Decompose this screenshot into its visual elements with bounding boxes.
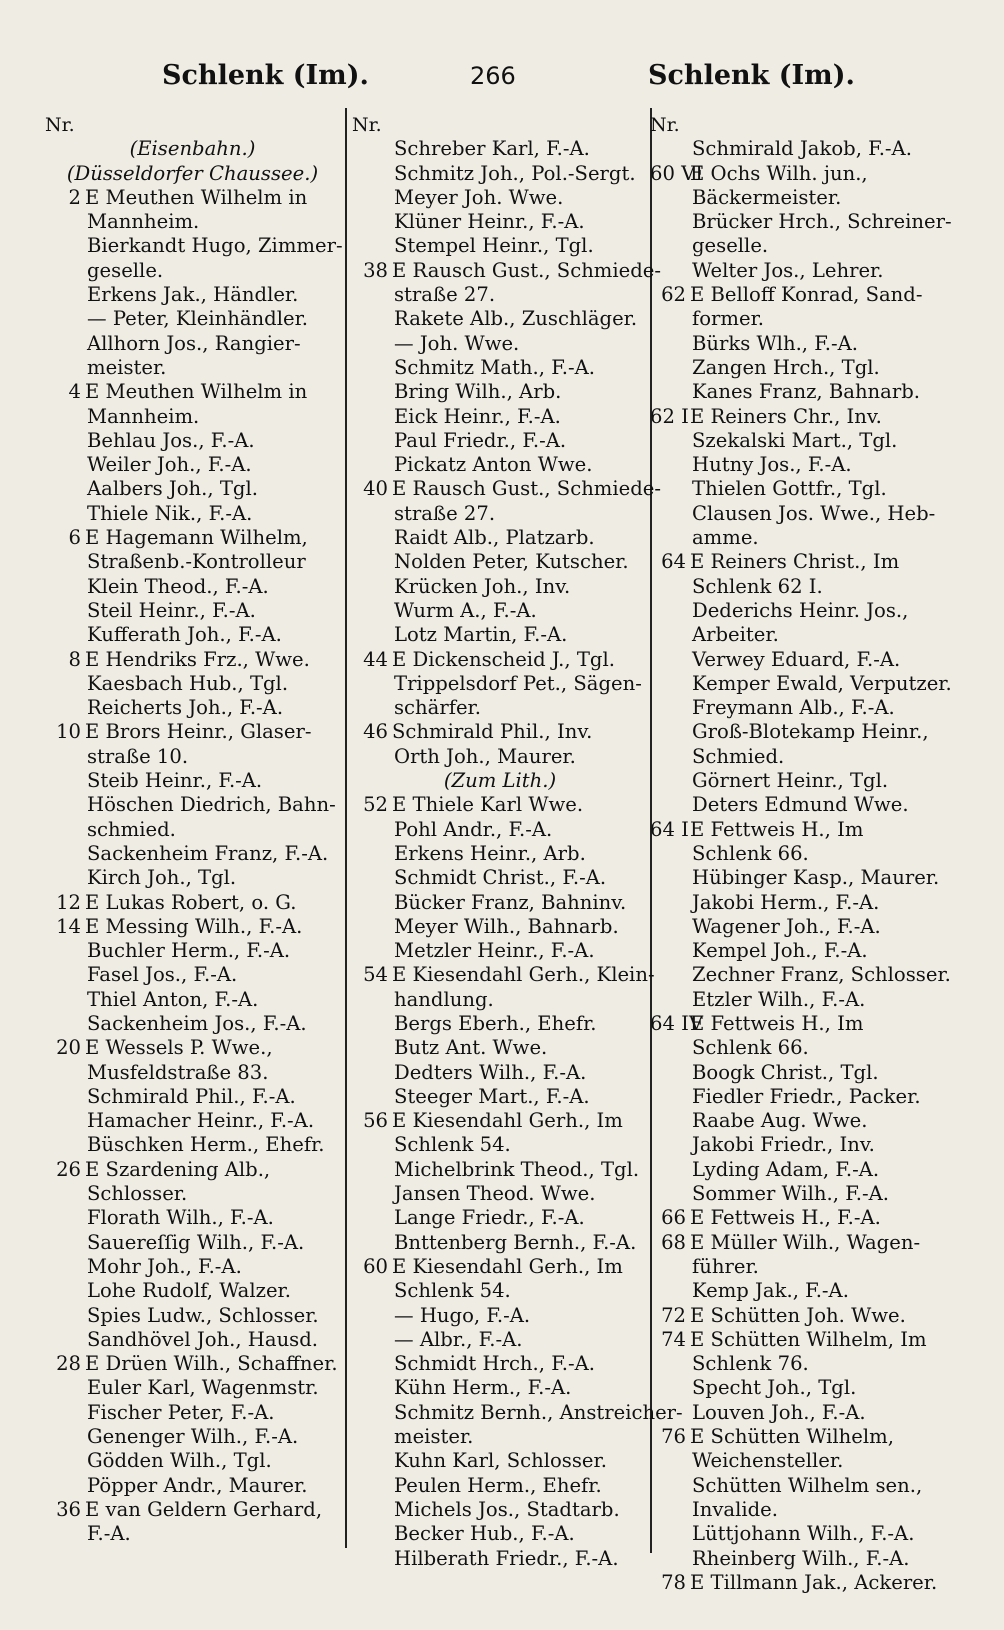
house-entry: [45, 526, 340, 550]
resident-entry: Peulen Herm., Ehefr.: [394, 1473, 602, 1497]
entry-continuation: Mannheim.: [87, 404, 200, 428]
resident-entry: Metzler Heinr., F.-A.: [394, 939, 595, 963]
resident-entry: Kuhn Karl, Schlosser.: [394, 1449, 607, 1473]
resident-entry: Hamacher Heinr., F.-A.: [87, 1109, 315, 1133]
page-number: 266: [470, 62, 516, 90]
house-number: 46: [363, 720, 388, 744]
entry-continuation: Schlenk 66.: [692, 1036, 809, 1060]
resident-entry: Meyer Joh. Wwe.: [394, 185, 564, 209]
resident-entry: Kanes Franz, Bahnarb.: [692, 380, 920, 404]
resident-entry: Buchler Herm., F.-A.: [87, 939, 291, 963]
resident-entry: Etzler Wilh., F.-A.: [692, 987, 866, 1011]
house-number: 60: [363, 1254, 388, 1278]
resident-entry: Jakobi Herm., F.-A.: [692, 890, 880, 914]
resident-entry: Höschen Diedrich, Bahn-: [87, 793, 336, 817]
resident-entry: Louven Joh., F.-A.: [692, 1400, 866, 1424]
house-entry: [650, 1425, 968, 1449]
resident-entry: Lange Friedr., F.-A.: [394, 1206, 585, 1230]
house-number: 20: [56, 1036, 81, 1060]
resident-entry: Zangen Hrch., Tgl.: [692, 355, 880, 379]
entry-text: E Belloff Konrad, Sand-: [690, 283, 923, 307]
resident-entry: Fasel Jos., F.-A.: [87, 963, 238, 987]
resident-entry: Michelbrink Theod., Tgl.: [394, 1157, 640, 1181]
resident-entry: Lohe Rudolf, Walzer.: [87, 1279, 291, 1303]
entry-text: E Kiesendahl Gerh., Im: [392, 1254, 623, 1278]
house-number: 36: [56, 1497, 81, 1521]
resident-entry: Sauereſſig Wilh., F.-A.: [87, 1230, 305, 1254]
resident-entry: Bergs Eberh., Ehefr.: [394, 1011, 597, 1035]
house-entry: [45, 720, 340, 744]
resident-entry: Krücken Joh., Inv.: [394, 574, 571, 598]
resident-entry: Schreber Karl, F.-A.: [394, 137, 590, 161]
resident-entry: Erkens Heinr., Arb.: [394, 841, 586, 865]
entry-continuation: handlung.: [394, 987, 494, 1011]
entry-text: E Rausch Gust., Schmiede-: [392, 258, 662, 282]
section-heading: (Düsseldorfer Chaussee.): [66, 161, 319, 185]
entry-continuation: Straßenb.-Kontrolleur: [87, 550, 306, 574]
resident-entry: Mohr Joh., F.-A.: [87, 1254, 242, 1278]
resident-entry: Sackenheim Jos., F.-A.: [87, 1011, 307, 1035]
resident-entry: Schmitz Joh., Pol.-Sergt.: [394, 161, 636, 185]
resident-entry: Freymann Alb., F.-A.: [692, 696, 895, 720]
resident-entry: Gödden Wilh., Tgl.: [87, 1449, 272, 1473]
resident-entry: Welter Jos., Lehrer.: [692, 258, 884, 282]
resident-entry: Kühn Herm., F.-A.: [394, 1376, 572, 1400]
house-entry: [45, 1352, 340, 1376]
entry-continuation: Schlenk 54.: [394, 1133, 511, 1157]
entry-continuation: straße 10.: [87, 744, 189, 768]
running-head-left: Schlenk (Im).: [162, 60, 369, 91]
entry-continuation: Schlenk 66.: [692, 841, 809, 865]
resident-entry: Orth Joh., Maurer.: [394, 744, 576, 768]
resident-entry: Schmirald Phil., F.-A.: [87, 1084, 296, 1108]
house-number: 64 IV: [650, 1011, 704, 1035]
resident-entry: — Peter, Kleinhändler.: [87, 307, 309, 331]
house-number: 64: [661, 550, 686, 574]
resident-entry: Wagener Joh., F.-A.: [692, 914, 881, 938]
house-entry: [352, 720, 648, 744]
entry-text: E Drüen Wilh., Schaffner.: [85, 1352, 338, 1376]
resident-entry: Rakete Alb., Zuschläger.: [394, 307, 638, 331]
resident-entry: Kaesbach Hub., Tgl.: [87, 671, 289, 695]
house-entry: [45, 1498, 340, 1522]
resident-entry: Becker Hub., F.-A.: [394, 1522, 575, 1546]
resident-entry: Zechner Franz, Schlosser.: [692, 963, 951, 987]
entry-continuation: Musfeldstraße 83.: [87, 1060, 269, 1084]
resident-entry: Görnert Heinr., Tgl.: [692, 769, 889, 793]
resident-entry: Weiler Joh., F.-A.: [87, 453, 252, 477]
house-entry: [650, 405, 968, 429]
entry-text: E Szardening Alb.,: [85, 1157, 271, 1181]
house-entry: [650, 1231, 968, 1255]
resident-entry: Schmitz Bernh., Anstreicher-: [394, 1400, 683, 1424]
resident-entry: Schmidt Hrch., F.-A.: [394, 1352, 596, 1376]
entry-continuation: Bäckermeister.: [692, 185, 842, 209]
running-head-right: Schlenk (Im).: [648, 60, 855, 91]
house-entry: [45, 891, 340, 915]
resident-entry: Steeger Mart., F.-A.: [394, 1084, 590, 1108]
house-number: 60 VI: [650, 161, 704, 185]
resident-entry: Pickatz Anton Wwe.: [394, 453, 593, 477]
resident-entry: Verwey Eduard, F.-A.: [692, 647, 901, 671]
house-number: 44: [363, 647, 388, 671]
resident-entry: Trippelsdorf Pet., Sägen-: [394, 671, 642, 695]
house-entry: [45, 915, 340, 939]
entry-text: E Thiele Karl Wwe.: [392, 793, 584, 817]
resident-entry: Stempel Heinr., Tgl.: [394, 234, 594, 258]
entry-continuation: Invalide.: [692, 1497, 779, 1521]
resident-entry: Meyer Wilh., Bahnarb.: [394, 914, 619, 938]
resident-entry: Steil Heinr., F.-A.: [87, 598, 256, 622]
resident-entry: Thiele Nik., F.-A.: [87, 501, 253, 525]
entry-text: E Fettweis H., Im: [690, 1011, 864, 1035]
resident-entry: Michels Jos., Stadtarb.: [394, 1497, 620, 1521]
resident-entry: Deters Edmund Wwe.: [692, 793, 909, 817]
resident-entry: Sommer Wilh., F.-A.: [692, 1182, 889, 1206]
entry-text: E Fettweis H., Im: [690, 817, 864, 841]
section-heading: (Zum Lith.): [443, 769, 557, 793]
entry-text: E Reiners Christ., Im: [690, 550, 900, 574]
resident-entry: Reicherts Joh., F.-A.: [87, 696, 284, 720]
house-number: 26: [56, 1157, 81, 1181]
house-entry: [45, 648, 340, 672]
entry-text: E Fettweis H., F.-A.: [690, 1206, 881, 1230]
entry-text: E Hendriks Frz., Wwe.: [85, 647, 310, 671]
house-entry: [352, 1255, 648, 1279]
resident-entry: Aalbers Joh., Tgl.: [87, 477, 258, 501]
entry-continuation: amme.: [692, 526, 759, 550]
entry-continuation: führer.: [692, 1254, 759, 1278]
house-number: 38: [363, 258, 388, 282]
entry-text: E Schütten Wilhelm,: [690, 1425, 894, 1449]
house-entry: [352, 1109, 648, 1133]
resident-entry: Raabe Aug. Wwe.: [692, 1109, 868, 1133]
resident-entry: Dedters Wilh., F.-A.: [394, 1060, 587, 1084]
resident-entry: Genenger Wilh., F.-A.: [87, 1425, 299, 1449]
house-entry: [650, 1206, 968, 1230]
entry-continuation: Arbeiter.: [692, 623, 779, 647]
entry-continuation: meister.: [394, 1425, 474, 1449]
entry-continuation: geselle.: [87, 258, 164, 282]
entry-text: Schmirald Phil., Inv.: [392, 720, 593, 744]
resident-entry: Lotz Martin, F.-A.: [394, 623, 568, 647]
entry-text: E Reiners Chr., Inv.: [690, 404, 882, 428]
entry-text: E van Geldern Gerhard,: [85, 1497, 323, 1521]
section-heading: (Eisenbahn.): [129, 137, 256, 161]
entry-continuation: geselle.: [692, 234, 769, 258]
resident-entry: Specht Joh., Tgl.: [692, 1376, 857, 1400]
entry-text: E Meuthen Wilhelm in: [85, 380, 308, 404]
house-entry: [650, 550, 968, 574]
entry-text: E Kiesendahl Gerh., Im: [392, 1109, 623, 1133]
entry-text: E Brors Heinr., Glaser-: [85, 720, 312, 744]
resident-entry: Klein Theod., F.-A.: [87, 574, 269, 598]
house-number: 64 I: [650, 817, 689, 841]
resident-entry: Erkens Jak., Händler.: [87, 283, 299, 307]
entry-continuation: Mannheim.: [87, 210, 200, 234]
entry-continuation: Schlenk 76.: [692, 1352, 809, 1376]
house-entry: [352, 648, 648, 672]
resident-entry: Steib Heinr., F.-A.: [87, 769, 263, 793]
resident-entry: Büschken Herm., Ehefr.: [87, 1133, 325, 1157]
resident-entry: Brücker Hrch., Schreiner-: [692, 210, 952, 234]
house-number: 8: [68, 647, 81, 671]
resident-entry: Clausen Jos. Wwe., Heb-: [692, 501, 936, 525]
entry-text: E Meuthen Wilhelm in: [85, 185, 308, 209]
entry-continuation: Schlenk 54.: [394, 1279, 511, 1303]
resident-entry: Fiedler Friedr., Packer.: [692, 1084, 921, 1108]
nr-heading: Nr.: [352, 114, 382, 136]
house-entry: [650, 162, 968, 186]
resident-entry: Fischer Peter, F.-A.: [87, 1400, 275, 1424]
column-divider: [345, 108, 347, 1548]
resident-entry: Schmirald Jakob, F.-A.: [692, 137, 912, 161]
house-entry: [352, 477, 662, 501]
house-number: 66: [661, 1206, 686, 1230]
resident-entry: Bierkandt Hugo, Zimmer-: [87, 234, 343, 258]
house-number: 72: [661, 1303, 686, 1327]
house-number: 40: [363, 477, 388, 501]
house-entry: [650, 1304, 968, 1328]
entry-continuation: Weichensteller.: [692, 1449, 844, 1473]
house-entry: [650, 283, 968, 307]
house-number: 52: [363, 793, 388, 817]
resident-entry: Kirch Joh., Tgl.: [87, 866, 237, 890]
house-number: 28: [56, 1352, 81, 1376]
entry-text: E Müller Wilh., Wagen-: [690, 1230, 921, 1254]
entry-continuation: schärfer.: [394, 696, 481, 720]
resident-entry: Butz Ant. Wwe.: [394, 1036, 548, 1060]
resident-entry: Wurm A., F.-A.: [394, 598, 537, 622]
house-entry: [650, 818, 968, 842]
house-entry: [352, 793, 648, 817]
resident-entry: Allhorn Jos., Rangier-: [87, 331, 301, 355]
entry-text: E Dickenscheid J., Tgl.: [392, 647, 615, 671]
resident-entry: Hilberath Friedr., F.-A.: [394, 1546, 619, 1570]
house-entry: [352, 963, 655, 987]
entry-text: E Hagemann Wilhelm,: [85, 526, 308, 550]
entry-text: E Schütten Wilhelm, Im: [690, 1327, 927, 1351]
entry-text: E Lukas Robert, o. G.: [85, 890, 297, 914]
house-number: 10: [56, 720, 81, 744]
house-number: 68: [661, 1230, 686, 1254]
house-number: 78: [661, 1570, 686, 1594]
resident-entry: Pohl Andr., F.-A.: [394, 817, 553, 841]
page-header: [0, 54, 1004, 98]
resident-entry: — Hugo, F.-A.: [394, 1303, 531, 1327]
resident-entry: Lüttjohann Wilh., F.-A.: [692, 1522, 915, 1546]
resident-entry: Florath Wilh., F.-A.: [87, 1206, 274, 1230]
resident-entry: Bürks Wlh., F.-A.: [692, 331, 859, 355]
house-number: 74: [661, 1327, 686, 1351]
entry-text: E Schütten Joh. Wwe.: [690, 1303, 906, 1327]
house-number: 14: [56, 914, 81, 938]
nr-heading: Nr.: [45, 114, 75, 136]
entry-continuation: straße 27.: [394, 501, 496, 525]
resident-entry: Kemper Ewald, Verputzer.: [692, 671, 952, 695]
house-number: 56: [363, 1109, 388, 1133]
resident-entry: — Albr., F.-A.: [394, 1327, 523, 1351]
resident-entry: Rheinberg Wilh., F.-A.: [692, 1546, 910, 1570]
resident-entry: Euler Karl, Wagenmstr.: [87, 1376, 319, 1400]
resident-entry: Lyding Adam, F.-A.: [692, 1157, 880, 1181]
entry-continuation: Schlenk 62 I.: [692, 574, 823, 598]
resident-entry: Kufferath Joh., F.-A.: [87, 623, 282, 647]
entry-continuation: schmied.: [87, 817, 176, 841]
resident-entry: Nolden Peter, Kutscher.: [394, 550, 629, 574]
house-number: 2: [68, 185, 81, 209]
resident-entry: Spies Ludw., Schlosser.: [87, 1303, 319, 1327]
resident-entry: Bnttenberg Bernh., F.-A.: [394, 1230, 637, 1254]
house-number: 54: [363, 963, 388, 987]
resident-entry: Thiel Anton, F.-A.: [87, 987, 259, 1011]
resident-entry: Kemp Jak., F.-A.: [692, 1279, 849, 1303]
entry-text: E Rausch Gust., Schmiede-: [392, 477, 662, 501]
resident-entry: Schmitz Math., F.-A.: [394, 355, 595, 379]
resident-entry: Raidt Alb., Platzarb.: [394, 526, 595, 550]
resident-entry: Dederichs Heinr. Jos.,: [692, 598, 909, 622]
resident-entry: Pöpper Andr., Maurer.: [87, 1473, 308, 1497]
resident-entry: Schmidt Christ., F.-A.: [394, 866, 607, 890]
entry-text: E Kiesendahl Gerh., Klein-: [392, 963, 655, 987]
resident-entry: Paul Friedr., F.-A.: [394, 428, 567, 452]
house-number: 62: [661, 283, 686, 307]
nr-heading: Nr.: [650, 114, 680, 136]
resident-entry: Jansen Theod. Wwe.: [394, 1182, 596, 1206]
resident-entry: Sackenheim Franz, F.-A.: [87, 841, 329, 865]
house-number: 76: [661, 1425, 686, 1449]
entry-continuation: meister.: [87, 355, 167, 379]
resident-entry: Hutny Jos., F.-A.: [692, 453, 852, 477]
resident-entry: Kempel Joh., F.-A.: [692, 939, 868, 963]
house-entry: [45, 186, 340, 210]
entry-continuation: Schmied.: [692, 744, 785, 768]
resident-entry: Bring Wilh., Arb.: [394, 380, 562, 404]
resident-entry: Eick Heinr., F.-A.: [394, 404, 561, 428]
resident-entry: Thielen Gottfr., Tgl.: [692, 477, 887, 501]
resident-entry: Schütten Wilhelm sen.,: [692, 1473, 923, 1497]
entry-continuation: former.: [692, 307, 765, 331]
entry-text: E Wessels P. Wwe.,: [85, 1036, 273, 1060]
entry-text: E Ochs Wilh. jun.,: [690, 161, 868, 185]
resident-entry: Sandhövel Joh., Hausd.: [87, 1327, 319, 1351]
house-entry: [45, 1036, 340, 1060]
house-entry: [45, 380, 340, 404]
resident-entry: Behlau Jos., F.-A.: [87, 428, 255, 452]
column-1: [45, 113, 343, 1547]
resident-entry: Bücker Franz, Bahninv.: [394, 890, 627, 914]
resident-entry: Jakobi Friedr., Inv.: [692, 1133, 875, 1157]
column-3: [650, 113, 968, 1595]
house-entry: [352, 258, 662, 283]
house-number: 4: [68, 380, 81, 404]
entry-text: E Messing Wilh., F.-A.: [85, 914, 303, 938]
entry-text: E Tillmann Jak., Ackerer.: [690, 1570, 938, 1594]
resident-entry: — Joh. Wwe.: [394, 331, 520, 355]
house-entry: [650, 1012, 968, 1036]
house-number: 6: [68, 526, 81, 550]
entry-continuation: Schlosser.: [87, 1182, 188, 1206]
entry-continuation: F.-A.: [87, 1522, 131, 1546]
resident-entry: Hübinger Kasp., Maurer.: [692, 866, 940, 890]
house-entry: [650, 1571, 968, 1595]
resident-entry: Groß-Blotekamp Heinr.,: [692, 720, 929, 744]
house-entry: [45, 1158, 340, 1182]
house-number: 12: [56, 890, 81, 914]
entry-continuation: straße 27.: [394, 283, 496, 307]
resident-entry: Szekalski Mart., Tgl.: [692, 428, 898, 452]
house-entry: [650, 1328, 968, 1352]
resident-entry: Klüner Heinr., F.-A.: [394, 210, 585, 234]
resident-entry: Boogk Christ., Tgl.: [692, 1060, 879, 1084]
house-number: 62 I: [650, 404, 689, 428]
